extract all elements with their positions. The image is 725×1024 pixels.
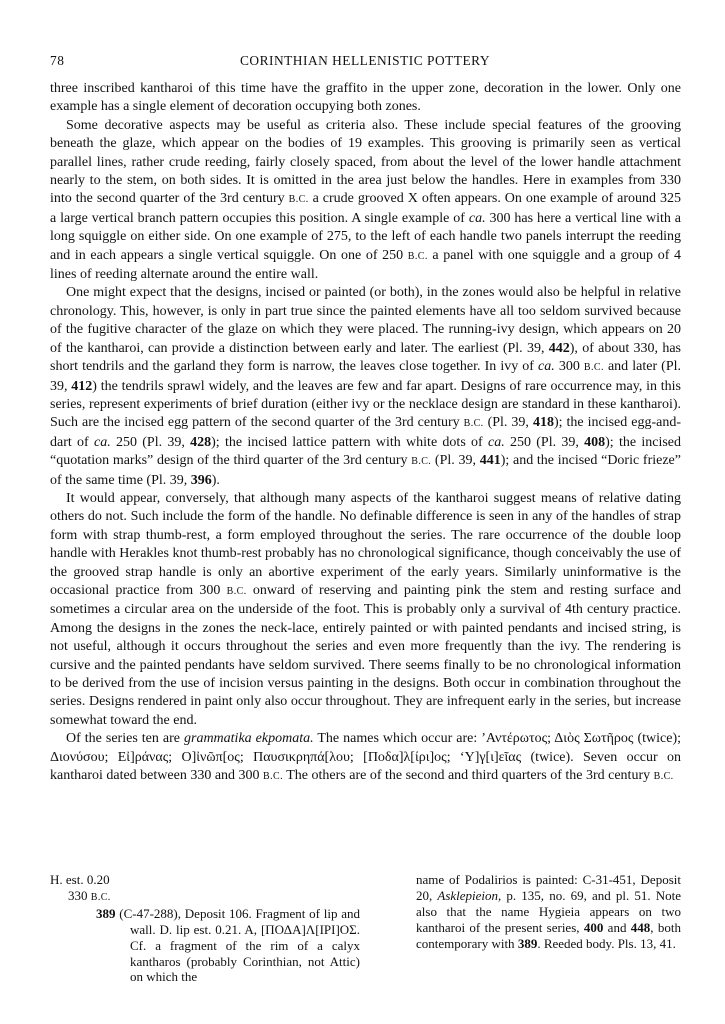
catalogue-number: 389 xyxy=(517,935,538,951)
page-number: 78 xyxy=(50,53,65,68)
text-run: ); the incised “quotation marks” design of the third quarter of the 3rd century xyxy=(50,434,681,469)
text-run: 300 xyxy=(554,359,584,375)
catalogue-number: 412 xyxy=(71,378,93,394)
body-text xyxy=(50,80,681,786)
text-run: grammatika ekpomata. xyxy=(184,731,314,747)
text-run: name of Podalirios is painted: C-31-451, Deposit 20, xyxy=(416,872,681,903)
era-abbreviation: B.C. xyxy=(583,362,604,374)
text-run: (C-47-288), Deposit 106. Fragment of lip and wall. D. lip est. 0.21. A, [ΠΟΔΑ]Λ[ΙΡΙ]ΟΣ. Cf. a fragment of the rim of a calyx kantharos (probably Corinthian, not Attic) on which the xyxy=(115,905,360,985)
catalogue-number: 418 xyxy=(532,415,554,431)
text-run: 300 has here a vertical line with a long squiggle on either side. On one example of 275, to the left of each handle two panels interrupt the reeding and in each appears a single vertical squiggle. On one of 250 xyxy=(50,210,681,263)
text-run: ). xyxy=(211,472,220,488)
text-run: a crude grooved X often appears. On one example of around 325 a large vertical branch pattern occupies this position. A single example of xyxy=(50,191,682,226)
catalogue-number: 428 xyxy=(190,434,212,450)
text-run: ), of about 330, has short tendrils and the garland they form is narrow, the leaves close together. In ivy of xyxy=(50,340,682,375)
text-run: onward of reserving and painting pink the stem and resting surface and sometimes a circular area on the underside of the foot. This is probably only a survival of 4th century practice. Among the designs in the zones the neck-lace, entirely painted or with painted pendants and incised string, is not useful, although it occurs throughout the series and even more frequently than the ivy. The rendering is cursive and the painted pendants have seldom survived. There seems finally to be no chronological information to be derived from the use of incision versus painting in the designs. Both occur in combination throughout the series. Designs rendered in paint only also occur throughout. They are infrequent early in the series, but increase somewhat toward the end. xyxy=(50,582,681,728)
text-run: It would appear, conversely, that although many aspects of the kantharoi suggest means of relative dating others do not. Such include the form of the handle. No definable difference is seen in any of the handles of strap form with strap thumb-rest, a form employed throughout the series. The rare occurrence of the double loop handle with Herakles knot thumb-rest probably has no chronological significance, though conceivably the use of the grooved strap handle is only an abortive experiment of the early years. Similarly uninformative is the occasional practice from 300 xyxy=(50,490,681,598)
catalogue-number: 408 xyxy=(584,434,606,450)
text-run: The names which occur are: ’Αντέρωτος; Διὸς Σωτῆρος (twice); Διονύσου; Εἰ]ράνας; Ο]ἰνῶπ[ος; Παυσικρηπά[λου; [Ποδα]λ[ίρι]ος; ‘Υ]γ[ι]εῖας (twice). Seven occur on kantharoi dated between 330 and 300 xyxy=(50,731,681,784)
paragraph xyxy=(50,80,681,117)
entry-description xyxy=(50,906,360,986)
text-run: (Pl. 39, xyxy=(483,415,533,431)
era-abbreviation: B.C. xyxy=(411,456,432,468)
era-abbreviation: B.C. xyxy=(226,585,247,597)
text-run: and later (Pl. 39, xyxy=(50,359,682,394)
running-title: CORINTHIAN HELLENISTIC POTTERY xyxy=(239,53,491,68)
catalogue-number: 400 xyxy=(583,919,604,935)
paragraph xyxy=(50,490,681,730)
text-run: The others are of the second and third quarters of the 3rd century xyxy=(283,768,654,784)
catalogue-number: 396 xyxy=(190,472,212,488)
era-abbreviation: B.C. xyxy=(407,250,428,262)
text-run: a panel with one squiggle and a group of 4 lines of reeding alternate around the entire wall. xyxy=(50,247,681,283)
era-abbreviation: B.C. xyxy=(463,418,484,430)
text-run: . Reeded body. Pls. 13, 41. xyxy=(537,935,676,951)
text-run: p. 135, no. 69, and pl. 51. Note also that the name Hygieia appears on two kantharoi of the present series, xyxy=(416,887,682,935)
text-run: ca. xyxy=(93,434,111,450)
text-run: 250 (Pl. 39, xyxy=(504,434,585,450)
catalogue-entry-389 xyxy=(50,872,360,985)
text-run: (Pl. 39, xyxy=(431,453,480,469)
era-abbreviation: B.C. xyxy=(263,771,283,783)
date-value: 330 xyxy=(68,887,91,903)
text-run: ); and the incised “Doric frieze” of the same time (Pl. 39, xyxy=(50,453,681,488)
paragraph xyxy=(50,117,681,285)
height-estimate: H. est. 0.20 xyxy=(50,872,110,887)
text-run: ca. xyxy=(487,434,505,450)
text-run: three inscribed kantharoi of this time have the graffito in the upper zone, decoration in the lower. Only one example has a single element of decoration occupying both zones. xyxy=(50,81,681,115)
text-run: 250 (Pl. 39, xyxy=(110,434,191,450)
text-run: Asklepieion, xyxy=(437,887,502,903)
text-run: ) the tendrils sprawl widely, and the leaves are few and far apart. Designs of rare occurrence may, in this series, represent experiments of brief duration (either ivy or the necklace design are standard in these kantharoi). Such are the incised egg pattern of the second quarter of the 3rd century xyxy=(50,378,681,431)
text-run: Of the series ten are xyxy=(66,731,184,747)
paragraph xyxy=(50,730,681,786)
text-run: , both contemporary with xyxy=(416,919,681,951)
era-abbreviation: B.C. xyxy=(653,771,674,783)
text-run: ca. xyxy=(538,359,555,375)
entry-continuation xyxy=(416,872,681,952)
catalogue-number: 442 xyxy=(548,340,570,356)
catalogue-number: 448 xyxy=(630,919,651,935)
catalogue-number: 389 xyxy=(96,905,116,921)
text-run: ca. xyxy=(468,210,486,226)
catalogue-number: 441 xyxy=(479,453,501,469)
text-run: ); the incised lattice pattern with white dots of xyxy=(211,434,488,450)
text-run: Some decorative aspects may be useful as criteria also. These include special features of the grooving beneath the glaze, which appear on the bodies of 19 examples. This grooving is primarily seen as vertical parallel lines, rather crude reeding, fairly closely spaced, from about the level of the lower handle attachment nearly to the stem, on both sides. It is omitted in the area just below the handles. Here in examples from 330 into the second quarter of the 3rd century xyxy=(50,117,681,207)
era-abbreviation: B.C. xyxy=(288,194,309,206)
paragraph xyxy=(50,284,681,489)
date-era: B.C. xyxy=(90,891,111,903)
text-run: ); the incised egg-and-dart of xyxy=(50,415,682,450)
page-header xyxy=(50,51,680,73)
text-run: One might expect that the designs, incised or painted (or both), in the zones would also be helpful in relative chronology. This, however, is only in part true since the painted elements have all too seldom survived because of the fugitive character of the glaze on which they were placed. The running-ivy design, which appears on 20 of the kantharoi, can provide a distinction between early and later. The earliest (Pl. 39, xyxy=(50,285,681,356)
entry-continuation-text xyxy=(416,872,681,952)
date-line xyxy=(50,888,360,906)
text-run: and xyxy=(603,919,631,935)
